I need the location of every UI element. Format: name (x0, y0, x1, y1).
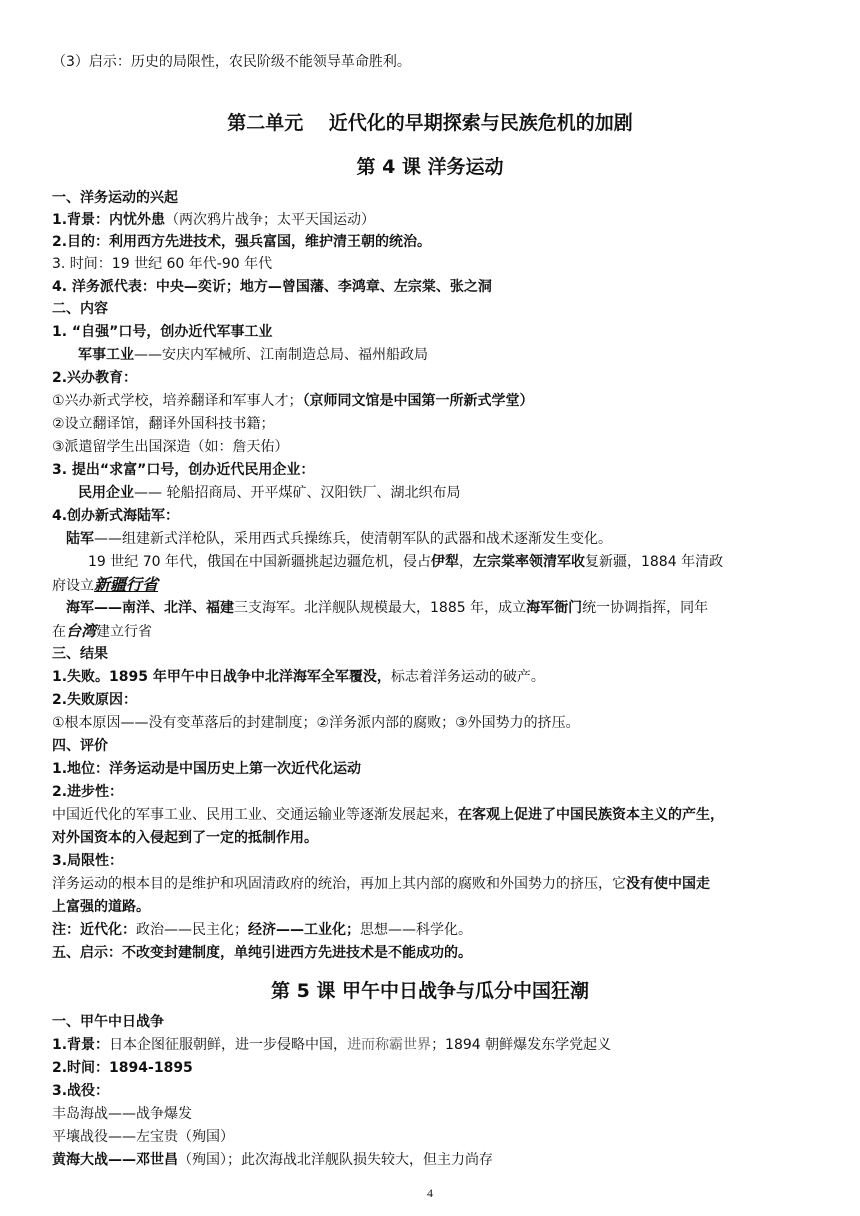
text-span: ——安庆内军械所、江南制造总局、福州船政局 (134, 347, 428, 363)
text-line: 1.地位：洋务运动是中国历史上第一次近代化运动 (52, 761, 362, 777)
text-span: （两次鸦片战争；太平天国运动） (165, 212, 376, 228)
text-line: 3.局限性： (52, 853, 124, 869)
text-line (52, 621, 812, 642)
text-line (78, 483, 812, 503)
text-line (52, 210, 812, 230)
text-line: ③派遣留学生出国深造（如：詹天佑） (52, 439, 289, 455)
unit-title: 第二单元 近代化的早期探索与民族危机的加剧 (227, 112, 633, 134)
text-span: 统一协调指挥，同年 (582, 600, 709, 616)
text-span: 19 世纪 70 年代，俄国在中国新疆挑起边疆危机，侵占 (88, 554, 431, 570)
text-span: —— 轮船招商局、开平煤矿、汉阳铁厂、湖北织布局 (134, 485, 461, 501)
text-line: 3.战役： (52, 1083, 110, 1099)
text-span: 左宗棠率领清军收 (472, 554, 585, 570)
text-span: （京师同文馆是中国第一所新式学堂） (302, 393, 534, 409)
text-span: 1.失败。1895 年甲午中日战争中北洋海军全军覆没， (52, 669, 391, 685)
text-span: 洋务运动的根本目的是维护和巩固清政府的统治，再加上其内部的腐败和外国势力的挤压，它 (52, 876, 626, 892)
text-span: 1.背景：内忧外患 (52, 212, 166, 228)
text-span: ， (458, 554, 473, 570)
text-span: 中国近代化的军事工业、民用工业、交通运输业等逐渐发展起来， (52, 807, 458, 823)
text-span: 海军——南洋、北洋、福建 (66, 600, 234, 616)
text-span: 进而称霸世界 (347, 1037, 432, 1053)
text-line: 4. 洋务派代表：中央—奕䜣；地方—曾国藩、李鸿章、左宗棠、张之洞 (52, 279, 492, 295)
text-line (66, 598, 812, 618)
text-span: 黄海大战——邓世昌 (52, 1152, 178, 1168)
text-span: 1.背景： (52, 1037, 110, 1053)
text-line: ①根本原因——没有变革落后的封建制度；②洋务派内部的腐败；③外国势力的挤压。 (52, 715, 580, 731)
text-line (52, 1035, 812, 1055)
text-span: 经济——工业化； (248, 922, 360, 938)
text-span: ①兴办新式学校，培养翻译和军事人才； (52, 393, 303, 409)
text-line (52, 874, 812, 894)
text-span: 三支海军。北洋舰队规模最大，1885 年，成立 (234, 600, 527, 616)
text-span: 台湾 (66, 622, 97, 640)
section-heading: 一、甲午中日战争 (52, 1014, 164, 1030)
text-line: 上富强的道路。 (52, 899, 150, 915)
text-line (52, 1150, 812, 1170)
text-line (52, 391, 812, 411)
section-heading: 一、洋务运动的兴起 (52, 190, 178, 206)
text-line (52, 805, 812, 825)
text-line: 3. 提出“求富”口号，创办近代民用企业： (52, 462, 315, 478)
summary-line: （3）启示：历史的局限性，农民阶级不能领导革命胜利。 (52, 54, 411, 70)
text-line: 对外国资本的入侵起到了一定的抵制作用。 (52, 830, 318, 846)
lesson5-title: 第 5 课 甲午中日战争与瓜分中国狂潮 (270, 980, 590, 1002)
text-line: 3. 时间：19 世纪 60 年代-90 年代 (52, 256, 273, 272)
text-line: 1. “自强”口号，创办近代军事工业 (52, 324, 273, 340)
text-span: 日本企图征服朝鲜，进一步侵略中国， (109, 1037, 348, 1053)
text-span: 建立行省 (96, 624, 153, 640)
text-span: 民用企业 (78, 485, 134, 501)
text-line: 平壤战役——左宝贵（殉国） (52, 1129, 234, 1145)
text-line (66, 529, 812, 549)
section-heading: 三、结果 (52, 646, 108, 662)
text-span: 注：近代化： (52, 922, 136, 938)
page-number: 4 (427, 1186, 433, 1200)
text-span: ；1894 朝鲜爆发东学党起义 (431, 1037, 612, 1053)
text-span: 标志着洋务运动的破产。 (390, 669, 545, 685)
text-line: 2.目的：利用西方先进技术，强兵富国，维护清王朝的统治。 (52, 234, 432, 250)
text-span: 新疆行省 (94, 575, 159, 594)
section-heading: 二、内容 (52, 301, 108, 317)
section-heading: 五、启示：不改变封建制度，单纯引进西方先进技术是不能成功的。 (52, 945, 472, 961)
text-line: 丰岛海战——战争爆发 (52, 1106, 192, 1122)
text-line (52, 667, 812, 687)
text-line: 2.进步性： (52, 784, 124, 800)
text-span: 陆军 (66, 531, 94, 547)
text-line: 4.创办新式海陆军： (52, 508, 180, 524)
text-line: 2.时间：1894-1895 (52, 1060, 193, 1076)
text-span: 海军衙门 (526, 600, 583, 616)
text-span: 在 (52, 624, 66, 640)
text-line (52, 575, 812, 596)
text-span: ——组建新式洋枪队，采用西式兵操练兵，使清朝军队的武器和战术逐渐发生变化。 (94, 531, 612, 547)
text-span: 在客观上促进了中国民族资本主义的产生， (458, 807, 724, 823)
text-span: 伊犁 (430, 554, 459, 570)
text-span: 政治——民主化； (136, 922, 248, 938)
text-line (88, 552, 812, 572)
text-line: ②设立翻译馆，翻译外国科技书籍； (52, 416, 275, 432)
text-line (52, 920, 812, 940)
text-span: 没有使中国走 (626, 876, 710, 892)
text-line: 2.兴办教育： (52, 370, 138, 386)
text-span: 府设立 (52, 578, 94, 594)
text-line: 2.失败原因： (52, 692, 138, 708)
lesson4-title: 第 4 课 洋务运动 (356, 156, 504, 178)
text-span: 军事工业 (78, 347, 134, 363)
section-heading: 四、评价 (52, 738, 108, 754)
text-span: 思想——科学化。 (360, 922, 472, 938)
text-line (78, 345, 812, 365)
text-span: （殉国）；此次海战北洋舰队损失较大，但主力尚存 (178, 1152, 493, 1168)
text-span: 复新疆，1884 年清政 (584, 554, 724, 570)
